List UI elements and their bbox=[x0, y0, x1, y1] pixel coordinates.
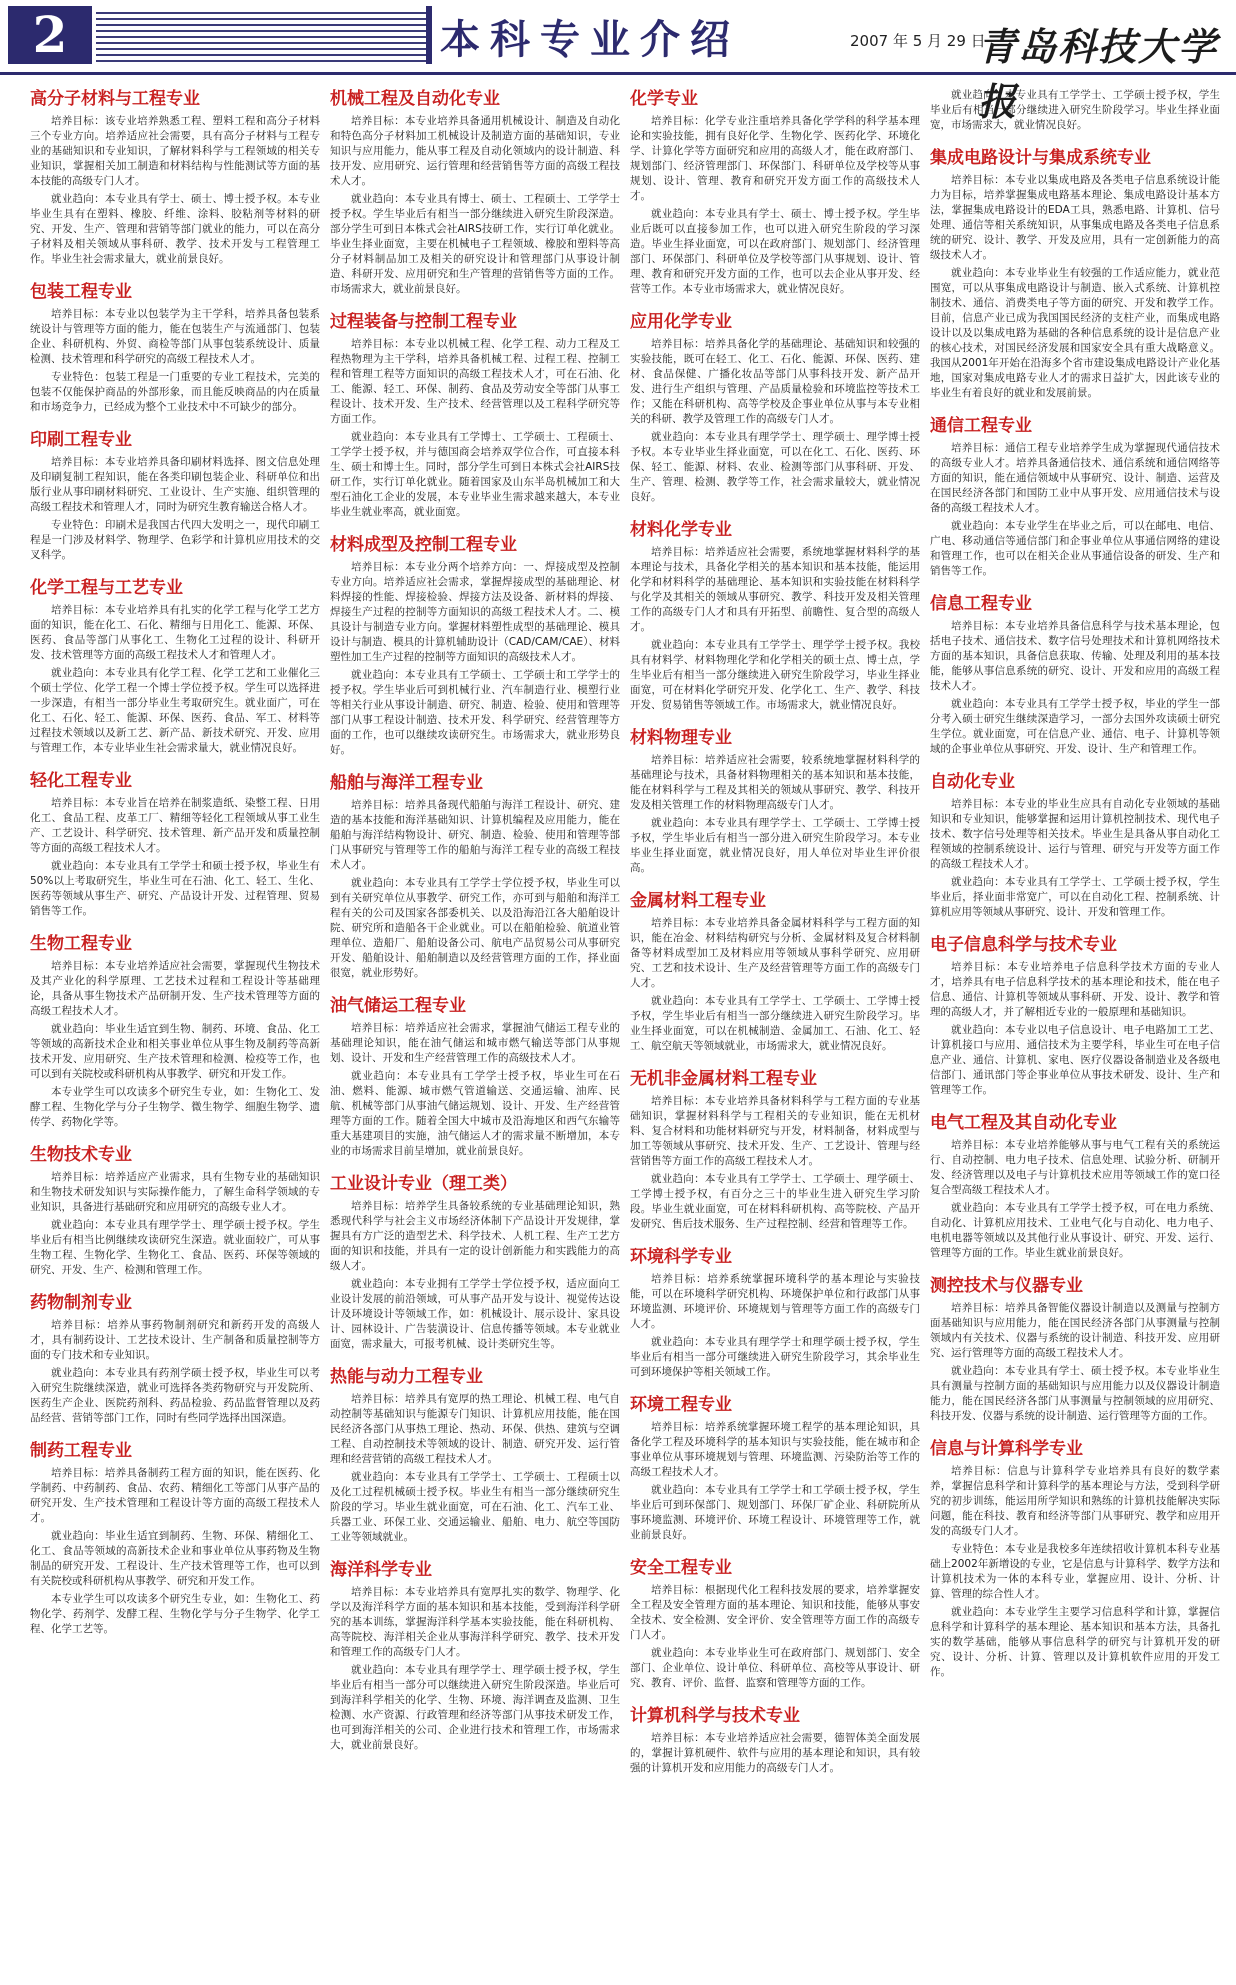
major-paragraph: 培养目标：本专业培养具备材料科学与工程方面的专业基础知识，掌握材料科学与工程相关的专业知识，能在无机材料、复合材料和功能材料研究与开发，材料制备，材料成型与加工等领域从事研究、技术开发、生产、工艺设计、管理与经营销售等方面工作的高级工程技术人才。 bbox=[630, 1095, 920, 1167]
major-title: 通信工程专业 bbox=[930, 416, 1032, 436]
major-paragraph: 培养目标：根据现代化工程科技发展的要求，培养掌握安全工程及安全管理方面的基本理论、知识和技能，能够从事安全技术、安全检测、安全评价、安全管理等方面工作的高级专门人才。 bbox=[630, 1584, 920, 1641]
major-paragraph: 就业趋向：本专业具有理学学士、理学硕士、理学博士授予权。本专业毕业生择业面宽，可以在化工、石化、医药、环保、轻工、能源、材料、农业、检测等部门从事科研、开发、生产、管理、检测、教学等工作，社会需求量较大，就业情况良好。 bbox=[630, 431, 920, 503]
major-section bbox=[30, 1440, 320, 1637]
major-paragraph: 专业特色：印刷术是我国古代四大发明之一，现代印刷工程是一门涉及材料学、物理学、色彩学和计算机应用技术的交叉科学。 bbox=[30, 519, 320, 561]
major-paragraph: 培养目标：培养适应社会需要，系统地掌握材料科学的基本理论与技术，具备化学相关的基本知识和基本技能，能运用化学和材料科学的基础理论、基本知识和实验技能在材料科学与化学及其相关的领域从事研究、教学、科技开发及相关管理工作的高级专门人才和具有开拓型、前瞻性、复合型的高级人才。 bbox=[630, 546, 920, 633]
major-section bbox=[630, 890, 920, 1054]
major-title: 化学工程与工艺专业 bbox=[30, 578, 183, 598]
major-paragraph: 培养目标：培养具备化学的基础理论、基础知识和较强的实验技能，既可在轻工、化工、石化、能源、环保、医药、建材、食品保健、广播化妆品等部门从事科技开发、新产品开发、进行生产组织与管理、产品质量检验和环境监控等技术工作；又能在科研机构、高等学校及企事业单位从事与本专业相关的科研、教学及管理工作的高级专门人才。 bbox=[630, 338, 920, 425]
major-paragraph: 就业趋向：本专业学生主要学习信息科学和计算，掌握信息科学和计算科学的基本理论、基本知识和基本方法，具备扎实的数学基础，能够从事信息科学的研究与计算机开发的研究、设计、分析、计算、管理以及计算机软件应用的开发工作。 bbox=[930, 1606, 1220, 1678]
major-paragraph: 就业趋向：毕业生适宜到制药、生物、环保、精细化工、化工、食品等领域的高新技术企业和事业单位从事药物及生物制品的研究开发、工程设计、生产技术管理等工作，也可以到有关院校或科研机构从事教学、研究和开发工作。 bbox=[30, 1530, 320, 1587]
major-section bbox=[630, 88, 920, 297]
major-title: 环境工程专业 bbox=[630, 1395, 732, 1415]
major-paragraph: 就业趋向：本专业毕业生可在政府部门、规划部门、安全部门、企业单位、设计单位、科研单位、高校等从事设计、研究、教育、评价、监督、监察和管理等方面的工作。 bbox=[630, 1647, 920, 1689]
column-4 bbox=[930, 88, 1220, 1978]
major-paragraph: 就业趋向：本专业具有工学学士授予权，毕业的学生一部分考入硕士研究生继续深造学习，一部分去国外攻读硕士研究生学位。就业面宽，可在信息产业、通信、电子、计算机等领域的企事业单位从事研究、开发、设计、生产和管理工作。 bbox=[930, 698, 1220, 755]
major-section bbox=[630, 311, 920, 505]
page-number: 2 bbox=[8, 6, 92, 64]
major-paragraph: 培养目标：本专业以集成电路及各类电子信息系统设计能力为目标，培养掌握集成电路基本理论、集成电路设计基本方法，掌握集成电路设计的EDA工具，熟悉电路、计算机、信号处理、通信等相关系统知识，从事集成电路及各类电子信息系统的研究、设计、教学、开发及应用，具有一定创新能力的高级技术人才。 bbox=[930, 174, 1220, 261]
major-section bbox=[930, 1275, 1220, 1424]
major-paragraph: 就业趋向：本专业毕业生有较强的工作适应能力，就业范围宽，可以从事集成电路设计与制造、嵌入式系统、计算机控制技术、通信、消费类电子等方面的研究、开发和教学工作。目前，信息产业已成为我国国民经济的支柱产业，而集成电路设计以及以集成电路为基础的各种信息系统的设计是信息产业的核心技术，对国民经济发展和国家安全具有重大战略意义。我国从2001年开始在沿海多个省市建设集成电路设计产业化基地，国家对集成电路专业人才的需求日益扩大，因此该专业的毕业生有着良好的就业和发展前景。 bbox=[930, 267, 1220, 399]
major-paragraph: 培养目标：本专业培养能够从事与电气工程有关的系统运行、自动控制、电力电子技术、信息处理、试验分析、研制开发、经济管理以及电子与计算机技术应用等领域工作的宽口径复合型高级工程技术人才。 bbox=[930, 1139, 1220, 1196]
major-paragraph: 就业趋向：本专业具有工学学士、工学硕士授予权，学生毕业后有相当一部分继续进入研究生阶段学习。毕业生择业面宽，市场需求大，就业情况良好。 bbox=[930, 89, 1220, 131]
column-1 bbox=[30, 88, 320, 1978]
major-paragraph: 就业趋向：本专业具有工学学士和工学硕士授予权，学生毕业后可到环保部门、规划部门、环保厂矿企业、科研院所从事环境监测、环境评价、环境工程设计、环境管理等工作，就业前景良好。 bbox=[630, 1484, 920, 1541]
major-paragraph: 培养目标：本专业培养具备印刷材料选择、图文信息处理及印刷复制工程知识，能在各类印刷包装企业、科研单位和出版行业从事印刷材料研究、工业设计、生产实施、组织管理的高级工程技术和管理人才，同时为研究生教育输送合格人才。 bbox=[30, 456, 320, 513]
major-paragraph: 培养目标：培养适应社会需要，较系统地掌握材料科学的基础理论与技术，具备材料物理相关的基本知识和基本技能，能在材料科学与工程及其相关的领域从事研究、教学、科技开发及相关管理工作的材料物理高级专门人才。 bbox=[630, 754, 920, 811]
major-paragraph: 培养目标：本专业旨在培养在制浆造纸、染整工程、日用化工、食品工程、皮革工厂、精细等轻化工程领域从事工业生产、工艺设计、科学研究、技术管理、新产品开发和质量控制等方面的高级工程技术人才。 bbox=[30, 797, 320, 854]
major-title: 电气工程及其自动化专业 bbox=[930, 1113, 1117, 1133]
header-rule bbox=[0, 72, 1236, 75]
major-section bbox=[330, 88, 620, 297]
major-section bbox=[630, 1394, 920, 1543]
major-title: 工业设计专业（理工类） bbox=[330, 1174, 517, 1194]
major-paragraph: 就业趋向：本专业具有工学学士、工学硕士、理学硕士、工学博士授予权，有百分之三十的毕业生进入研究生学习阶段。毕业生就业面宽，可在材料科研机构、高等院校、产品开发研究、售后技术服务、生产过程控制、经营和管理等工作。 bbox=[630, 1173, 920, 1230]
major-title: 材料化学专业 bbox=[630, 520, 732, 540]
major-paragraph: 培养目标：培养具有宽厚的热工理论、机械工程、电气自动控制等基础知识与能源专门知识、计算机应用技能，能在国民经济各部门从事热工理论、热动、环保、供热、建筑与空调工程、自动控制技术等领域的设计、制造、研究开发、运行管理和经营营销的高级工程技术人才。 bbox=[330, 1393, 620, 1465]
major-title: 材料物理专业 bbox=[630, 728, 732, 748]
major-section bbox=[330, 1559, 620, 1753]
major-title: 油气储运工程专业 bbox=[330, 996, 466, 1016]
column-2 bbox=[330, 88, 620, 1978]
major-section bbox=[930, 771, 1220, 920]
major-title: 测控技术与仪器专业 bbox=[930, 1276, 1083, 1296]
major-title: 电子信息科学与技术专业 bbox=[930, 935, 1117, 955]
major-paragraph: 就业趋向：本专业具有工学学士、理学学士授予权。我校具有材料学、材料物理化学和化学相关的硕士点、博士点，学生毕业后有相当一部分继续进入研究生阶段学习，毕业生择业面宽，可在材料化学研究开发、化学化工、生产、教学、科技开发、贸易销售等领域工作。市场需求大，就业情况良好。 bbox=[630, 639, 920, 711]
major-paragraph: 就业趋向：本专业具有工学学士、工学硕士授予权，学生毕业后，择业面非常宽广，可以在自动化工程、控制系统、计算机应用等领域从事研究、设计、开发和管理工作。 bbox=[930, 876, 1220, 918]
major-section bbox=[930, 934, 1220, 1098]
major-title: 材料成型及控制工程专业 bbox=[330, 535, 517, 555]
major-paragraph: 培养目标：本专业培养具有宽厚扎实的数学、物理学、化学以及海洋科学方面的基本知识和基本技能，受到海洋科学研究的基本训练，掌握海洋科学基本实验技能，能在科研机构、高等院校、海洋相关企业从事海洋科学研究、教学、技术开发和管理工作的高级专门人才。 bbox=[330, 1586, 620, 1658]
major-paragraph: 专业特色：包装工程是一门重要的专业工程技术，完美的包装不仅能保护商品的外部形象，而且能反映商品的内在质量和市场竞争力，已经成为整个工业技术中不可缺少的部分。 bbox=[30, 371, 320, 413]
newspaper-masthead-logo: 青岛科技大学报 bbox=[978, 24, 1219, 124]
major-paragraph: 培养目标：培养系统掌握环境科学的基本理论与实验技能，可以在环境科学研究机构、环境保护单位和行政部门从事环境监测、环境评价、环境规划与管理等方面工作的高级专门人才。 bbox=[630, 1273, 920, 1330]
major-section bbox=[30, 429, 320, 563]
major-section bbox=[330, 1366, 620, 1545]
major-paragraph: 就业趋向：本专业具有工学学士授予权，毕业生可在石油、燃料、能源、城市燃气管道输送、交通运输、油库、民航、机械等部门从事油气储运规划、设计、开发、生产经营管理等方面的工作。随着全国大中城市及沿海地区和西气东输等重大基建项目的实施，油气储运人才的需求量不断增加，本专业的市场需求目前呈增加，就业前景良好。 bbox=[330, 1070, 620, 1157]
major-paragraph: 就业趋向：本专业具有工学学士、工学硕士、工程硕士以及化工过程机械硕士授予权。毕业生有相当一部分继续研究生阶段的学习。毕业生就业面宽，可在石油、化工、汽车工业、兵器工业、环保工业、交通运输业、船舶、电力、航空等国防工业等领域就业。 bbox=[330, 1471, 620, 1543]
major-title: 生物工程专业 bbox=[30, 934, 132, 954]
major-section bbox=[930, 1438, 1220, 1680]
major-title: 制药工程专业 bbox=[30, 1441, 132, 1461]
major-paragraph: 就业趋向：本专业具有化学工程、化学工艺和工业催化三个硕士学位、化学工程一个博士学位授予权。学生可以选择进一步深造，有相当一部分毕业生考取研究生。就业面广，可在化工、石化、轻工、能源、环保、医药、食品、军工、材料等过程技术领域以及新工艺、新产品、新技术研究、开发、应用与管理工作，本专业毕业生社会需求量大，就业情况良好。 bbox=[30, 667, 320, 754]
header-stripe-band bbox=[96, 8, 426, 62]
major-section bbox=[930, 88, 1220, 133]
major-paragraph: 就业趋向：本专业具有理学学士、工学硕士、工学博士授予权，学生毕业后有相当一部分进入研究生阶段学习。本专业毕业生择业面宽，就业情况良好，用人单位对毕业生评价很高。 bbox=[630, 817, 920, 874]
major-paragraph: 就业趋向：本专业具有理学学士、理学硕士授予权，学生毕业后有相当一部分可以继续进入研究生阶段深造。毕业后可到海洋科学相关的化学、生物、环境、海洋调查及监测、卫生检测、水产资源、行政管理和经济等部门从事技术研发工作，也可到海洋相关的公司、企业进行技术和管理工作，市场需求大，就业前景良好。 bbox=[330, 1664, 620, 1751]
major-paragraph: 培养目标：本专业分两个培养方向：一、焊接成型及控制专业方向。培养适应社会需求，掌握焊接成型的基础理论、材料焊接的性能、焊接检验、焊接方法及设备、新材料的焊接、焊接生产过程的控制等方面知识的高级工程技术人才。二、模具设计与制造专业方向。掌握材料塑性成型的基础理论、模具设计与制造、模具的计算机辅助设计（CAD/CAM/CAE）、材料塑性加工生产过程的控制等方面知识的高级技术人才。 bbox=[330, 561, 620, 663]
major-section bbox=[30, 577, 320, 756]
major-paragraph: 就业趋向：本专业具有学士、硕士、博士授予权。本专业毕业生具有在塑料、橡胶、纤维、涂料、胶粘剂等材料的研究、开发、生产、管理和营销等部门就业的能力，可以在高分子材料及相关领域从事科研、教学、技术开发与工程管理工作。毕业生社会需求量大，就业前景良好。 bbox=[30, 193, 320, 265]
major-paragraph: 就业趋向：本专业具有工学硕士、工学硕士和工学学士的授予权。学生毕业后可到机械行业、汽车制造行业、模塑行业等相关行业从事设计制造、研究、制造、检验、使用和管理等部门从事工程设计制造、技术开发、科学研究、经营管理等方面的工作，也可以继续攻读研究生。市场需求大，就业形势良好。 bbox=[330, 669, 620, 756]
major-paragraph: 培养目标：本专业培养适应社会需要，德智体美全面发展的，掌握计算机硬件、软件与应用的基本理论和知识，具有较强的计算机开发和应用能力的高级专门人才。 bbox=[630, 1732, 920, 1774]
major-paragraph: 培养目标：培养适应社会需求，掌握油气储运工程专业的基础理论知识，能在油气储运和城市燃气输送等部门从事规划、设计、开发和生产经营管理工作的高级技术人才。 bbox=[330, 1022, 620, 1064]
major-paragraph: 本专业学生可以攻读多个研究生专业，如：生物化工、发酵工程、生物化学与分子生物学、微生物学、细胞生物学、遗传学、药物化学等。 bbox=[30, 1086, 320, 1128]
major-title: 热能与动力工程专业 bbox=[330, 1367, 483, 1387]
major-paragraph: 培养目标：本专业以机械工程、化学工程、动力工程及工程热物理为主干学科，培养具备机械工程、过程工程、控制工程和管理工程等方面知识的高级工程技术人才，可在石油、化工、能源、轻工、环保、制药、食品及劳动安全等部门从事工程设计、技术开发、生产技术、经营管理以及工程科学研究等方面工作。 bbox=[330, 338, 620, 425]
major-title: 过程装备与控制工程专业 bbox=[330, 312, 517, 332]
major-paragraph: 就业趋向：本专业具有学士、硕士授予权。本专业毕业生具有测量与控制方面的基础知识与应用能力以及仪器设计制造能力，能在国民经济各部门从事测量与控制领域的应用研究、科技开发、仪器与系统的设计制造、运行管理等方面的工作。 bbox=[930, 1365, 1220, 1422]
major-title: 计算机科学与技术专业 bbox=[630, 1706, 800, 1726]
major-paragraph: 培养目标：培养具备智能仪器设计制造以及测量与控制方面基础知识与应用能力，能在国民经济各部门从事测量与控制领域内有关技术、仪器与系统的设计制造、科技开发、应用研究、运行管理等方面的高级工程技术人才。 bbox=[930, 1302, 1220, 1359]
major-title: 金属材料工程专业 bbox=[630, 891, 766, 911]
major-title: 机械工程及自动化专业 bbox=[330, 89, 500, 109]
major-title: 包装工程专业 bbox=[30, 282, 132, 302]
major-section bbox=[630, 1705, 920, 1776]
major-paragraph: 就业趋向：本专业具有工学学士和硕士授予权，毕业生有50%以上考取研究生，毕业生可在石油、化工、轻工、生化、医药等领域从事生产、研究、产品设计开发、过程管理、贸易销售等工作。 bbox=[30, 860, 320, 917]
major-paragraph: 培养目标：培养具备制药工程方面的知识，能在医药、化学制药、中药制药、食品、农药、精细化工等部门从事产品的研究开发、生产技术管理和工程设计等方面的高级工程技术人才。 bbox=[30, 1467, 320, 1524]
major-title: 信息与计算科学专业 bbox=[930, 1439, 1083, 1459]
major-paragraph: 培养目标：培养从事药物制剂研究和新药开发的高级人才，具有制药设计、工艺技术设计、生产制备和质量控制等方面的专门技术和专业知识。 bbox=[30, 1319, 320, 1361]
major-paragraph: 培养目标：培养学生具备较系统的专业基础理论知识，熟悉现代科学与社会主义市场经济体制下产品设计开发规律，掌握具有方广泛的造型艺术、科学技术、人机工程、生产工艺方面的知识和技能，并具有一定的设计创新能力和实践能力的高级人才。 bbox=[330, 1200, 620, 1272]
major-paragraph: 培养目标：化学专业注重培养具备化学学科的科学基本理论和实验技能，拥有良好化学、生物化学、医药化学、环境化学、计算化学等方面研究和应用的高级人才，能在政府部门、规划部门、经济管理部门、环保部门、科研单位及学校等从事规划、设计、管理、教育和研究开发方面工作的高级技术人才。 bbox=[630, 115, 920, 202]
major-paragraph: 培养目标：本专业的毕业生应具有自动化专业领域的基础知识和专业知识，能够掌握和运用计算机控制技术、现代电子技术、数字信号处理等相关技术。毕业生是具备从事自动化工程领域的控制系统设计、运行与管理、研究与开发等方面工作的高级工程技术人才。 bbox=[930, 798, 1220, 870]
major-section bbox=[30, 1144, 320, 1278]
major-section bbox=[330, 1173, 620, 1352]
major-paragraph: 就业趋向：本专业拥有工学学士学位授予权，适应面向工业设计发展的前沿领域，可从事产品开发与设计、视觉传达设计及环境设计等领域工作，如：机械设计、展示设计、家具设计、园林设计、广告装潢设计、信息传播等领域。本专业就业面宽，需求量大，可报考机械、设计类研究生等。 bbox=[330, 1278, 620, 1350]
major-title: 高分子材料与工程专业 bbox=[30, 89, 200, 109]
major-section bbox=[30, 281, 320, 415]
major-section bbox=[330, 311, 620, 520]
major-title: 自动化专业 bbox=[930, 772, 1015, 792]
major-title: 海洋科学专业 bbox=[330, 1560, 432, 1580]
major-paragraph: 培养目标：本专业培养电子信息科学技术方面的专业人才，培养具有电子信息科学技术的基本理论和技术，能在电子信息、通信、计算机等领域从事科研、开发、设计、教学和管理的高级人才，并了解相近专业的一般原理和基础知识。 bbox=[930, 961, 1220, 1018]
major-section bbox=[930, 593, 1220, 757]
major-section bbox=[930, 1112, 1220, 1261]
major-section bbox=[30, 933, 320, 1130]
major-title: 无机非金属材料工程专业 bbox=[630, 1069, 817, 1089]
major-paragraph: 培养目标：本专业培养具备金属材料科学与工程方面的知识，能在冶金、材料结构研究与分析、金属材料及复合材料制备等材料成型加工及材料应用等领域从事科学研究、应用研究、工艺和技术设计、生产及经营管理等方面工作的高级专门人才。 bbox=[630, 917, 920, 989]
major-paragraph: 培养目标：信息与计算科学专业培养具有良好的数学素养，掌握信息科学和计算科学的基本理论与方法，受到科学研究的初步训练，能运用所学知识和熟练的计算机技能解决实际问题，能在科技、教育和经济等部门从事研究、教学和应用开发的高级专门人才。 bbox=[930, 1465, 1220, 1537]
major-paragraph: 培养目标：培养系统掌握环境工程学的基本理论知识，具备化学工程及环境科学的基本知识与实验技能，能在城市和企事业单位从事环境规划与管理、环境监测、污染防治等工作的高级工程技术人才。 bbox=[630, 1421, 920, 1478]
major-section bbox=[930, 147, 1220, 401]
major-title: 应用化学专业 bbox=[630, 312, 732, 332]
issue-date: 2007 年 5 月 29 日 bbox=[850, 32, 986, 50]
major-paragraph: 就业趋向：本专业学生在毕业之后，可以在邮电、电信、广电、移动通信等通信部门和企事业单位从事通信网络的建设和管理工作，也可以在相关企业从事通信设备的研发、生产和销售等工作。 bbox=[930, 520, 1220, 577]
major-paragraph: 培养目标：本专业培养具备信息科学与技术基本理论，包括电子技术、通信技术、数字信号处理技术和计算机网络技术方面的基本知识，具备信息获取、传输、处理及利用的基本技能，能够从事信息系统的研究、设计、开发和应用的高级工程技术人才。 bbox=[930, 620, 1220, 692]
major-section bbox=[630, 1068, 920, 1232]
section-title: 本科专业介绍 bbox=[440, 17, 740, 63]
major-section bbox=[330, 772, 620, 981]
major-paragraph: 培养目标：本专业以包装学为主干学科，培养具备包装系统设计与管理等方面的能力，能在包装生产与流通部门、包装企业、科研机构、外贸、商检等部门从事包装系统设计、质量检测、技术管理和科学研究的高级工程技术人才。 bbox=[30, 308, 320, 365]
major-paragraph: 培养目标：本专业培养适应社会需要，掌握现代生物技术及其产业化的科学原理、工艺技术过程和工程设计等基础理论，具备从事生物技术产品研制开发、生产技术管理等方面的高级工程技术人才。 bbox=[30, 960, 320, 1017]
major-section bbox=[330, 995, 620, 1159]
major-title: 信息工程专业 bbox=[930, 594, 1032, 614]
major-paragraph: 就业趋向：本专业以电子信息设计、电子电路加工工艺、计算机接口与应用、通信技术为主要学科，毕业生可在电子信息产业、通信、计算机、家电、医疗仪器设备制造业及各级电信部门、通讯部门等企事业单位从事技术研发、设计、生产和管理等工作。 bbox=[930, 1024, 1220, 1096]
major-section bbox=[630, 519, 920, 713]
major-title: 船舶与海洋工程专业 bbox=[330, 773, 483, 793]
major-paragraph: 本专业学生可以攻读多个研究生专业，如：生物化工、药物化学、药剂学、发酵工程、生物化学与分子生物学、化学工程、化学工艺等。 bbox=[30, 1593, 320, 1635]
major-paragraph: 就业趋向：本专业具有学士、硕士、博士授予权。学生毕业后既可以直接参加工作，也可以进入研究生阶段的学习深造。毕业生择业面宽，可以在政府部门、规划部门、经济管理部门、环保部门、科研单位及学校等部门从事规划、设计、管理、教育和研究开发方面的工作，也可以去企业从事开发、经营等工作。本专业市场需求大，就业情况良好。 bbox=[630, 208, 920, 295]
major-section bbox=[30, 770, 320, 919]
major-paragraph: 专业特色：本专业是我校多年连续招收计算机本科专业基础上2002年新增设的专业，它是信息与计算科学、数学方法和计算机技术为一体的本科专业，掌握应用、设计、分析、计算、管理的综合性人才。 bbox=[930, 1543, 1220, 1600]
major-paragraph: 就业趋向：本专业具有工学博士、工学硕士、工程硕士、工学学士授予权，并与德国商会培养双学位合作，可直接本科生、硕士和博士生。同时，部分学生可到日本株式会社AIRS技研工作，实行订单化就业。随着国家及山东半岛机械加工和大型石油化工企业的发展，本专业毕业生需求越来越大，本专业毕业生就业率高，就业面宽。 bbox=[330, 431, 620, 518]
major-paragraph: 培养目标：培养适应产业需求，具有生物专业的基础知识和生物技术研发知识与实际操作能力，了解生命科学领域的专业知识，具备进行基础研究和应用研究的高级专业人才。 bbox=[30, 1171, 320, 1213]
major-section bbox=[630, 1246, 920, 1380]
major-paragraph: 就业趋向：本专业具有工学学士学位授予权，毕业生可以到有关研究单位从事教学、研究工作，亦可到与船舶和海洋工程有关的公司及国家各部委机关、以及沿海沿江各大船舶设计院、研究所和造船各干企业就业。可以在船舶检验、航道业管理单位、造船厂、船舶设备公司、航电产品贸易公司从事研究开发、船舶设计、船舶制造以及经营管理方面的工作，择业面很宽，就业形势好。 bbox=[330, 877, 620, 979]
major-section bbox=[630, 1557, 920, 1691]
major-section bbox=[930, 415, 1220, 579]
major-title: 生物技术专业 bbox=[30, 1145, 132, 1165]
major-title: 轻化工程专业 bbox=[30, 771, 132, 791]
major-paragraph: 培养目标：该专业培养熟悉工程、塑料工程和高分子材料三个专业方向。培养适应社会需要，具有高分子材料与工程专业的基础知识和专业知识，了解材料科学与工程领域的相关专业知识，掌握相关加工制造和材料结构与性能测试等方面的基本技能的高级专门人才。 bbox=[30, 115, 320, 187]
major-paragraph: 培养目标：本专业培养具有扎实的化学工程与化学工艺方面的知识，能在化工、石化、精细与日用化工、能源、环保、医药、食品等部门从事化工、生物化工过程的设计、科研开发、技术管理等方面的高级工程技术人才和管理人才。 bbox=[30, 604, 320, 661]
major-paragraph: 就业趋向：本专业具有工学学士、工学硕士、工学博士授予权，学生毕业后有相当一部分继续进入研究生阶段学习。毕业生择业面宽，可以在机械制造、金属加工、石油、化工、轻工、航空航天等领域就业，市场需求大，就业情况良好。 bbox=[630, 995, 920, 1052]
major-title: 环境科学专业 bbox=[630, 1247, 732, 1267]
major-paragraph: 就业趋向：毕业生适宜到生物、制药、环境、食品、化工等领域的高新技术企业和相关事业单位从事生物及制药等高新技术开发、应用研究、生产技术管理和检测、检疫等工作，也可以到有关院校或科研机构从事教学、研究和开发工作。 bbox=[30, 1023, 320, 1080]
major-paragraph: 培养目标：培养具备现代船舶与海洋工程设计、研究、建造的基本技能和海洋基础知识、计算机编程及应用能力，能在船舶与海洋结构物设计、研究、制造、检验、使用和管理等部门从事研究与管理等工作的船舶与海洋工程专业的高级工程技术人才。 bbox=[330, 799, 620, 871]
major-title: 安全工程专业 bbox=[630, 1558, 732, 1578]
major-title: 印刷工程专业 bbox=[30, 430, 132, 450]
major-paragraph: 就业趋向：本专业具有理学学士和理学硕士授予权，学生毕业后有相当一部分可继续进入研究生阶段学习，其余毕业生可到环境保护等相关领域工作。 bbox=[630, 1336, 920, 1378]
major-paragraph: 就业趋向：本专业具有药剂学硕士授予权，毕业生可以考入研究生院继续深造，就业可选择各类药物研究与开发院所、医药生产企业、医院药剂科、药品检验、药品监督管理以及药品经营、营销等部门工作，同时有些同学选择出国深造。 bbox=[30, 1367, 320, 1424]
column-3 bbox=[630, 88, 920, 1978]
major-paragraph: 培养目标：本专业培养具备通用机械设计、制造及自动化和特色高分子材料加工机械设计及制造方面的基础知识，专业知识与应用能力，能从事工程及自动化领域内的设计制造、科技开发、应用研究、运行管理和经营销售等方面的高级工程技术人才。 bbox=[330, 115, 620, 187]
major-section bbox=[630, 727, 920, 876]
article-columns bbox=[30, 88, 1220, 1978]
major-title: 药物制剂专业 bbox=[30, 1293, 132, 1313]
major-paragraph: 培养目标：通信工程专业培养学生成为掌握现代通信技术的高级专业人才。培养具备通信技术、通信系统和通信网络等方面的知识，能在通信领域中从事研究、设计、制造、运营及在国民经济各部门和国防工业中从事开发、应用通信技术与设备的高级工程技术人才。 bbox=[930, 442, 1220, 514]
major-section bbox=[30, 1292, 320, 1426]
major-title: 集成电路设计与集成系统专业 bbox=[930, 148, 1151, 168]
major-paragraph: 就业趋向：本专业具有工学学士授予权，可在电力系统、自动化、计算机应用技术、工业电气化与自动化、电力电子、电机电器等领域以及其他行业从事设计、研究、开发、运行、管理等方面的工作。毕业生就业前景良好。 bbox=[930, 1202, 1220, 1259]
major-section bbox=[30, 88, 320, 267]
major-title: 化学专业 bbox=[630, 89, 698, 109]
major-section bbox=[330, 534, 620, 758]
major-paragraph: 就业趋向：本专业具有博士、硕士、工程硕士、工学学士授予权。学生毕业后有相当一部分继续进入研究生阶段深造。部分学生可到日本株式会社AIRS技研工作，实行订单化就业。毕业生择业面宽，主要在机械电子工程领域、橡胶和塑料等高分子材料制品加工及相关的研究设计和管理部门从事设计制造、科研开发、应用研究和生产管理的营销售等方面的工作。市场需求大，就业前景良好。 bbox=[330, 193, 620, 295]
major-paragraph: 就业趋向：本专业具有理学学士、理学硕士授予权。学生毕业后有相当比例继续攻读研究生深造。就业面较广，可从事生物工程、生物化学、生物化工、食品、医药、环保等领域的研究、开发、生产、检测和管理工作。 bbox=[30, 1219, 320, 1276]
